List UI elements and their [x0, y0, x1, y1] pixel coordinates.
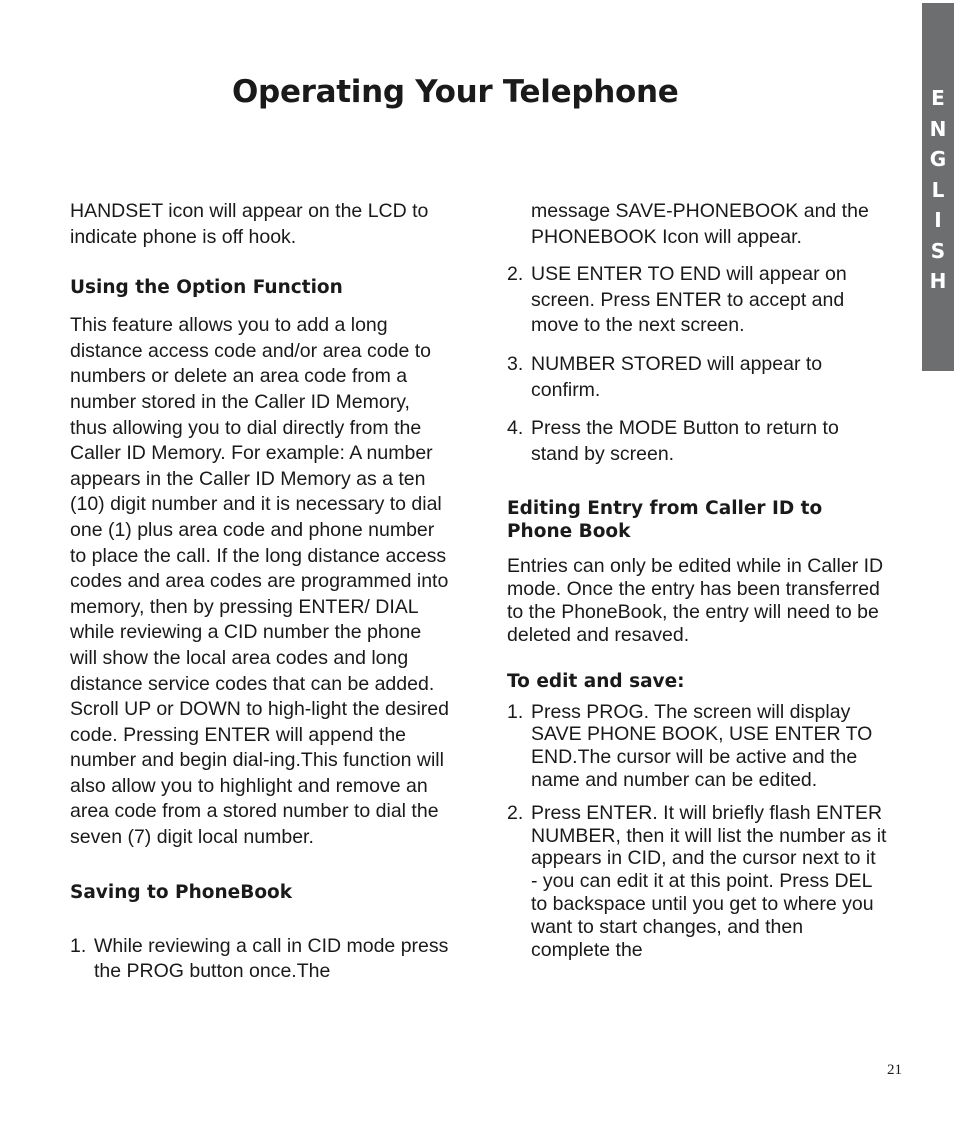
step-text: Press PROG. The screen will display SAVE PHONE BOOK, USE ENTER TO END.The cursor will be active and the name and number can be edited. [531, 700, 873, 791]
step-text: USE ENTER TO END will appear on screen. Press ENTER to accept and move to the next screen. [531, 263, 847, 337]
page-number: 21 [887, 1062, 902, 1078]
saving-step-1-continued: message SAVE-PHONEBOOK and the PHONEBOOK Icon will appear. [531, 200, 869, 248]
step-number: 1. [507, 700, 524, 723]
saving-phonebook-heading: Saving to PhoneBook [70, 881, 293, 903]
step-number: 3. [507, 352, 524, 375]
language-tab-letter: H [929, 269, 947, 293]
saving-step-3 [507, 352, 887, 403]
left-column [70, 199, 452, 985]
step-number: 2. [507, 263, 524, 286]
editing-entry-heading: Editing Entry from Caller ID to Phone Book [507, 498, 823, 543]
language-tab [922, 3, 954, 371]
language-tab-letter: G [929, 147, 947, 171]
right-column [507, 199, 887, 971]
step-number: 4. [507, 417, 524, 440]
language-tab-letter: I [934, 208, 942, 232]
saving-step-4 [507, 416, 887, 467]
language-tab-letter: L [931, 177, 945, 202]
edit-step-2 [507, 802, 887, 962]
intro-paragraph: HANDSET icon will appear on the LCD to indicate phone is off hook. [70, 200, 429, 248]
step-text: While reviewing a call in CID mode press the PROG button once.The [94, 934, 449, 983]
step-number: 2. [507, 801, 524, 824]
language-tab-letter: S [930, 238, 946, 263]
option-function-paragraph: This feature allows you to add a long distance access code and/or area code to numbers or delete an area code from a number stored in the Caller ID Memory, thus allowing you to dial directly from the Caller ID Memory. For example: A number appears in the Caller ID Memory as a ten (10) digit number and it is necessary to dial one (1) plus area code and phone number to place the call. If the long distance access codes and area codes are programmed into memory, then by pressing ENTER/ DIAL while reviewing a CID number the phone will show the local area codes and long distance service codes that can be added. Scroll UP or DOWN to high-light the desired code. Pressing ENTER will append the number and begin dial-ing.This function will also allow you to highlight and remove an area code from a stored number to dial the seven (7) digit local number. [70, 314, 449, 849]
saving-step-2 [507, 262, 887, 339]
step-number: 1. [70, 934, 87, 957]
edit-and-save-heading: To edit and save: [507, 670, 685, 692]
language-tab-letter: E [931, 86, 945, 110]
language-tab-letter: N [929, 116, 947, 141]
saving-step-1 [70, 934, 452, 985]
page-title: Operating Your Telephone [232, 74, 679, 110]
editing-entry-paragraph: Entries can only be edited while in Caller ID mode. Once the entry has been transferred to the PhoneBook, the entry will need to be deleted and resaved. [507, 555, 884, 646]
step-text: Press the MODE Button to return to stand by screen. [531, 417, 839, 465]
step-text: Press ENTER. It will briefly flash ENTER NUMBER, then it will list the number as it appears in CID, and the cursor next to it - you can edit it at this point. Press DEL to backspace until you get to where you want to start changes, and then complete the [531, 801, 887, 961]
option-function-heading: Using the Option Function [70, 277, 343, 299]
step-text: NUMBER STORED will appear to confirm. [531, 352, 823, 401]
edit-step-1 [507, 701, 887, 792]
